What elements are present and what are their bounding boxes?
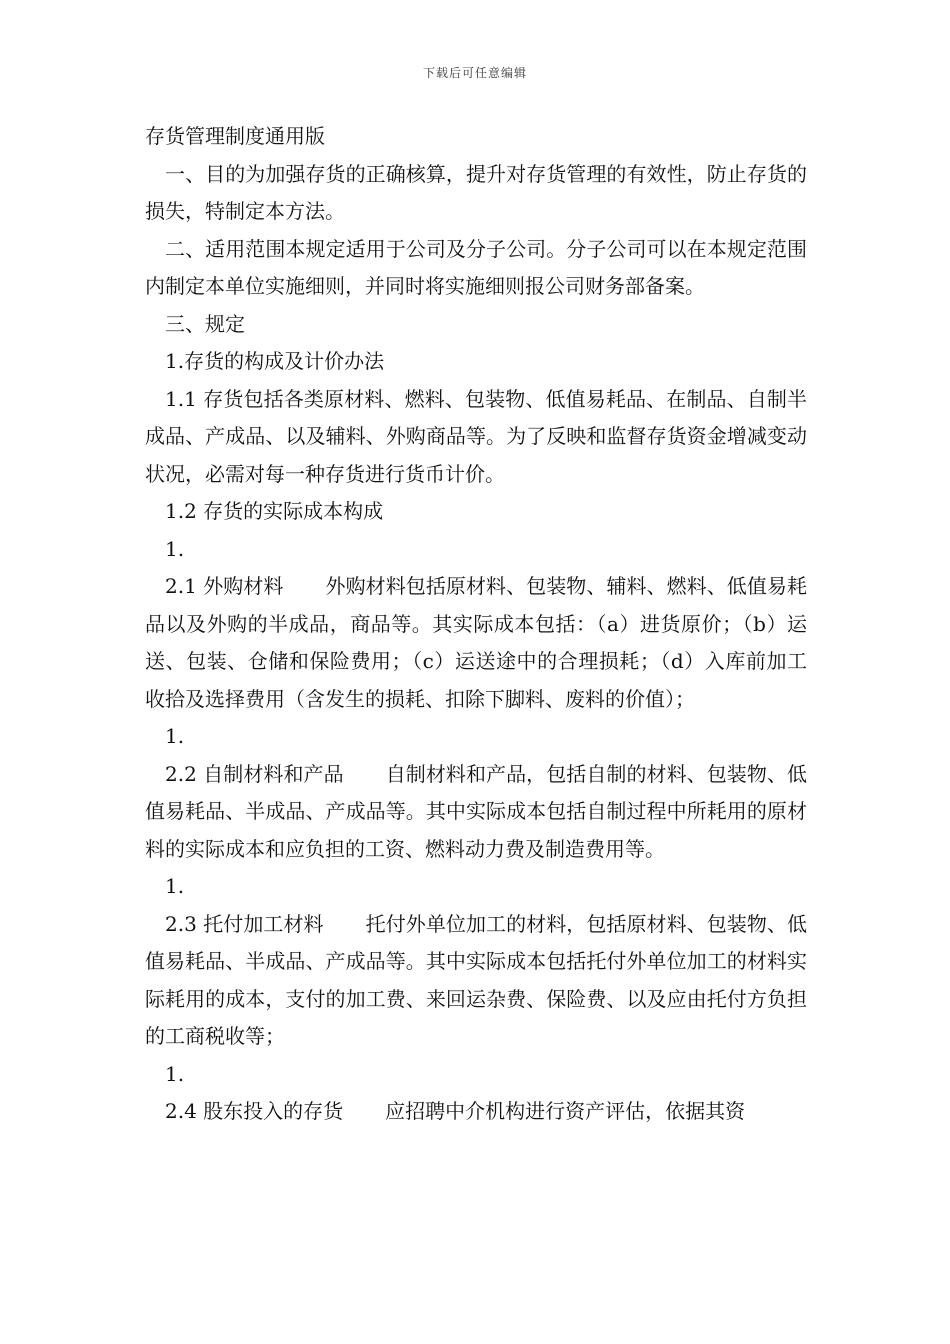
paragraph-list-marker: 1. <box>165 536 185 561</box>
paragraph-list-marker: 1. <box>165 874 185 898</box>
section-2-1-heading: 2.1 外购材料 <box>165 574 284 598</box>
section-2-4-body: 应招聘中介机构进行资产评估，依据其资 <box>385 1099 746 1123</box>
section-2-3-heading: 2.3 托付加工材料 <box>165 911 324 936</box>
paragraph-section-2-3 <box>145 906 807 1056</box>
paragraph-section-2-1 <box>145 568 807 718</box>
paragraph-section-1-1: 1.1 存货包括各类原材料、燃料、包装物、低值易耗品、在制品、自制半成品、产成品、以及辅料、外购商品等。为了反映和监督存货资金增减变动状况，必需对每一种存货进行货币计价。 <box>145 386 807 486</box>
paragraph-section-1-2: 1.2 存货的实际成本构成 <box>165 499 384 523</box>
section-2-3-body: 托付外单位加工的材料，包括原材料、包装物、低值易耗品、半成品、产成品等。其中实际成本包括托付外单位加工的材料实际耗用的成本，支付的加工费、来回运杂费、保险费、以及应由托付方负担的工商税收等； <box>145 911 807 1048</box>
paragraph-section-2-2 <box>145 756 807 869</box>
paragraph-list-marker: 1. <box>165 1061 185 1086</box>
document-body <box>145 118 807 1131</box>
paragraph-section-1: 1.存货的构成及计价办法 <box>165 349 385 373</box>
paragraph-purpose: 一、目的为加强存货的正确核算，提升对存货管理的有效性，防止存货的损失，特制定本方法。 <box>145 161 807 223</box>
section-2-2-body: 自制材料和产品，包括自制的材料、包装物、低值易耗品、半成品、产成品等。其中实际成本包括自制过程中所耗用的原材料的实际成本和应负担的工资、燃料动力费及制造费用等。 <box>145 761 807 861</box>
paragraph-scope: 二、适用范围本规定适用于公司及分子公司。分子公司可以在本规定范围内制定本单位实施细则，并同时将实施细则报公司财务部备案。 <box>145 236 807 298</box>
section-2-4-heading: 2.4 股东投入的存货 <box>165 1099 344 1123</box>
header-note: 下载后可任意编辑 <box>422 66 527 80</box>
section-2-2-heading: 2.2 自制材料和产品 <box>165 761 344 786</box>
paragraph-list-marker: 1. <box>165 724 185 748</box>
document-title: 存货管理制度通用版 <box>145 124 325 148</box>
paragraph-rules-heading: 三、规定 <box>165 311 245 336</box>
section-2-1-body: 外购材料包括原材料、包装物、辅料、燃料、低值易耗品以及外购的半成品，商品等。其实际成本包括：（a）进货原价；（b）运送、包装、仓储和保险费用；（c）运送途中的合理损耗；（d）入库前加工收拾及选择费用（含发生的损耗、扣除下脚料、废料的价值）； <box>145 574 807 711</box>
paragraph-section-2-4 <box>145 1093 807 1131</box>
